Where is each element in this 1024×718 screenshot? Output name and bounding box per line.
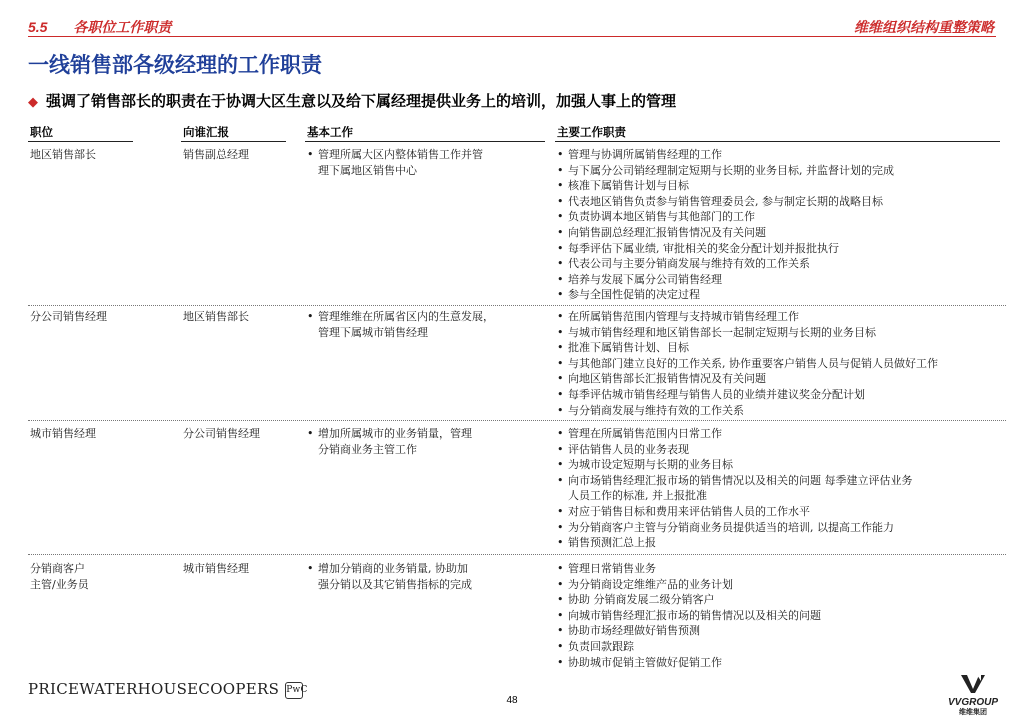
duty-item: • 为分销商设定维维产品的业务计划 <box>557 577 821 593</box>
page-title: 一线销售部各级经理的工作职责 <box>28 53 322 77</box>
position-line: 城市销售经理 <box>30 427 96 440</box>
row-4-duties <box>557 561 821 670</box>
duty-item: • 培养与发展下属分公司销售经理 <box>557 272 894 288</box>
duty-item: • 在所属销售范围内管理与支持城市销售经理工作 <box>557 309 938 325</box>
col-header-position: 职位 <box>30 125 53 139</box>
duty-item: • 协助市场经理做好销售预测 <box>557 623 821 639</box>
basic-work-line: 分销商业务主管工作 <box>318 442 417 456</box>
duty-item: • 评估销售人员的业务表现 <box>557 442 913 458</box>
row-2-basic-work <box>307 309 494 340</box>
duty-item: • 向市场销售经理汇报市场的销售情况以及相关的问题 每季建立评估业务 人员工作的标准, 并上报批准 <box>557 473 913 504</box>
basic-work-line: 增加分销商的业务销量, 协助加 <box>318 562 468 575</box>
col-rule-reports-to <box>181 141 286 142</box>
col-rule-basic-work <box>305 141 545 142</box>
position-line: 地区销售部长 <box>30 148 96 161</box>
col-rule-main-duties <box>555 141 1000 142</box>
duty-item: • 对应于销售目标和费用来评估销售人员的工作水平 <box>557 504 913 520</box>
basic-work-line: 强分销以及其它销售指标的完成 <box>318 577 472 591</box>
vvgroup-cn-text: 维维集团 <box>958 709 987 716</box>
diamond-bullet-icon: ◆ <box>28 95 38 110</box>
duty-item: • 代表地区销售负责参与销售管理委员会, 参与制定长期的战略目标 <box>557 194 894 210</box>
vvgroup-logo <box>948 675 998 718</box>
duty-item: • 与其他部门建立良好的工作关系, 协作重要客户销售人员与促销人员做好工作 <box>557 356 938 372</box>
vv-mark-icon <box>948 675 998 698</box>
duty-item: • 向城市销售经理汇报市场的销售情况以及相关的问题 <box>557 608 821 624</box>
page-number: 48 <box>506 695 518 706</box>
basic-work-line: 理下属地区销售中心 <box>318 163 417 177</box>
duty-item: • 负责回款跟踪 <box>557 639 821 655</box>
row-3-reports-to: 分公司销售经理 <box>183 427 260 440</box>
duty-item: • 每季评估下属业绩, 审批相关的奖金分配计划并报批执行 <box>557 241 894 257</box>
duty-item: • 与下属分公司销经理制定短期与长期的业务目标, 并监督计划的完成 <box>557 163 894 179</box>
duty-item: • 负责协调本地区销售与其他部门的工作 <box>557 209 894 225</box>
duty-item: • 协助城市促销主管做好促销工作 <box>557 655 821 671</box>
duty-item: • 为城市设定短期与长期的业务目标 <box>557 457 913 473</box>
basic-work-line: 增加所属城市的业务销量，管理 <box>318 427 472 440</box>
duty-item: • 销售预测汇总上报 <box>557 535 913 551</box>
row-3-basic-work <box>307 426 472 457</box>
row-separator <box>28 554 1006 555</box>
col-rule-position <box>28 141 133 142</box>
duty-item: • 管理日常销售业务 <box>557 561 821 577</box>
col-header-main-duties: 主要工作职责 <box>557 125 626 139</box>
row-2-duties <box>557 309 938 418</box>
row-1-position <box>30 147 96 163</box>
header-rule <box>28 36 996 37</box>
duty-item: • 向地区销售部长汇报销售情况及有关问题 <box>557 371 938 387</box>
vvgroup-text: VVGROUP <box>947 697 998 708</box>
row-2-reports-to: 地区销售部长 <box>183 310 249 323</box>
col-header-reports-to: 向谁汇报 <box>183 125 229 139</box>
duty-item: • 管理与协调所属销售经理的工作 <box>557 147 894 163</box>
duty-item: • 每季评估城市销售经理与销售人员的业绩并建议奖金分配计划 <box>557 387 938 403</box>
row-1-reports-to: 销售副总经理 <box>183 148 249 161</box>
duty-item: • 代表公司与主要分销商发展与维持有效的工作关系 <box>557 256 894 272</box>
row-4-basic-work <box>307 561 472 592</box>
row-4-position <box>30 561 89 592</box>
row-2-position <box>30 309 107 325</box>
duty-item: • 核准下属销售计划与目标 <box>557 178 894 194</box>
duty-item: • 与城市销售经理和地区销售部长一起制定短期与长期的业务目标 <box>557 325 938 341</box>
duty-item: • 参与全国性促销的决定过程 <box>557 287 894 303</box>
row-3-duties <box>557 426 913 551</box>
section-number: 5.5 <box>28 19 48 35</box>
deck-title: 维维组织结构重整策略 <box>854 19 994 35</box>
duty-item: • 与分销商发展与维持有效的工作关系 <box>557 403 938 419</box>
col-header-basic-work: 基本工作 <box>307 125 353 139</box>
section-title: 各职位工作职责 <box>73 19 172 35</box>
position-line: 分公司销售经理 <box>30 310 107 323</box>
position-line: 主管/业务员 <box>30 577 89 591</box>
duty-item: • 协助 分销商发展二级分销客户 <box>557 592 821 608</box>
basic-work-line: 管理下属城市销售经理 <box>318 325 428 339</box>
duty-item: • 为分销商客户主管与分销商业务员提供适当的培训, 以提高工作能力 <box>557 520 913 536</box>
basic-work-line: 管理维维在所属省区内的生意发展， <box>318 310 494 323</box>
row-separator <box>28 305 1006 306</box>
row-1-duties <box>557 147 894 303</box>
key-point <box>28 90 676 111</box>
row-4-reports-to: 城市销售经理 <box>183 562 249 575</box>
row-1-basic-work <box>307 147 483 178</box>
key-point-text: 强调了销售部长的职责在于协调大区生意以及给下属经理提供业务上的培训，加强人事上的管理 <box>46 92 677 110</box>
section-header <box>28 17 171 37</box>
duty-item: • 向销售副总经理汇报销售情况及有关问题 <box>557 225 894 241</box>
duty-item: • 管理在所属销售范围内日常工作 <box>557 426 913 442</box>
pwc-logo-text: PRICEWATERHOUSECOOPERS <box>28 680 280 698</box>
row-3-position <box>30 426 96 442</box>
position-line: 分销商客户 <box>30 562 85 575</box>
pwc-mark-icon: PwC <box>285 682 303 699</box>
vv-shape-icon <box>959 675 987 693</box>
basic-work-line: 管理所属大区内整体销售工作并管 <box>318 148 483 161</box>
duty-item: • 批准下属销售计划、目标 <box>557 340 938 356</box>
row-separator <box>28 420 1006 421</box>
